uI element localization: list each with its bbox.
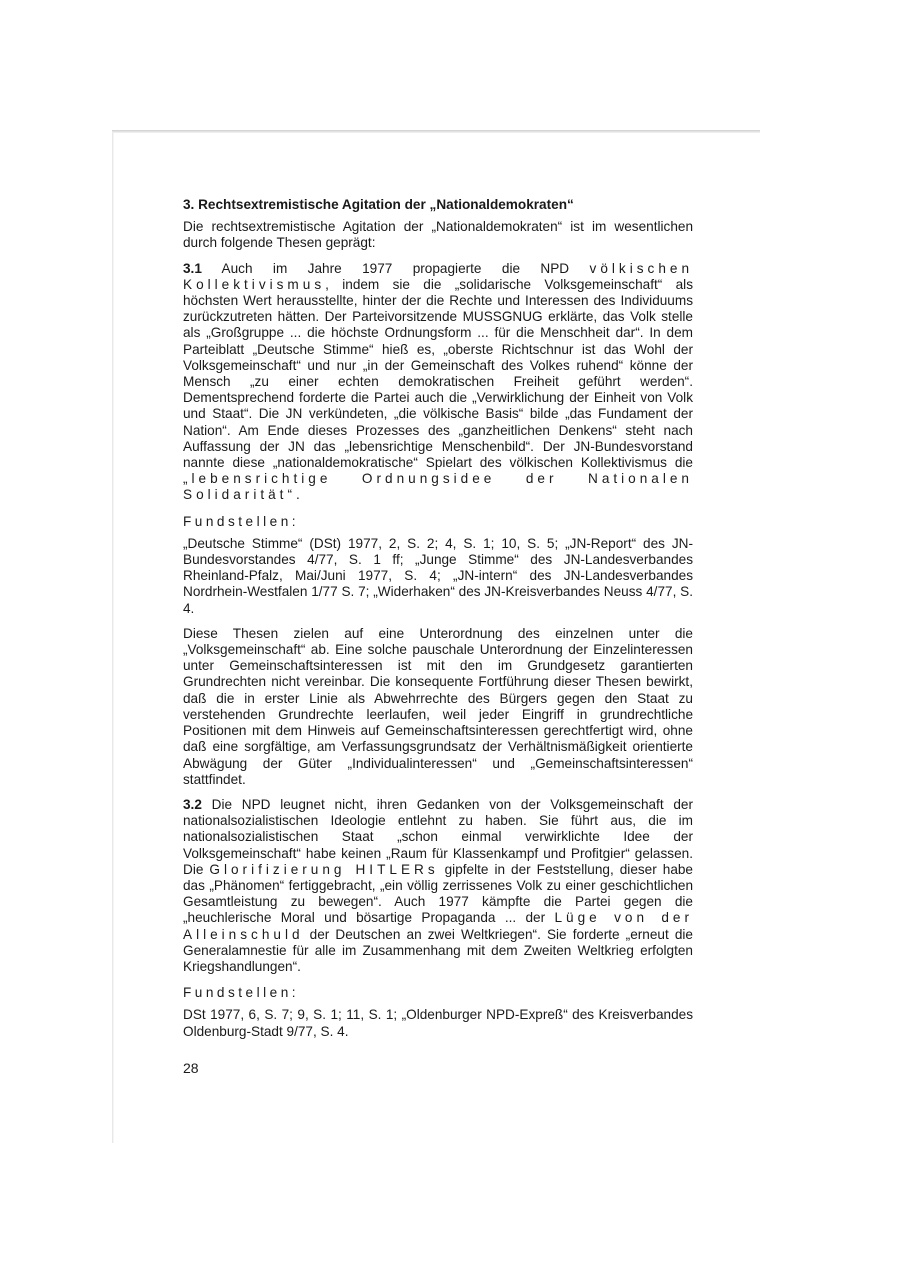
- section-3-1: [183, 261, 693, 504]
- text-run: Auch im Jahre 1977 propagierte die NPD: [201, 260, 590, 276]
- document-page: [183, 197, 693, 1076]
- spaced-emphasis: Lüge von der Alleinschuld: [183, 910, 694, 942]
- section-3-2: [183, 797, 693, 975]
- fundstellen-label: Fundstellen:: [183, 985, 300, 1001]
- page-edge-left: [112, 133, 114, 1143]
- page-edge-top: [112, 130, 760, 133]
- section-number: 3.1: [183, 260, 202, 276]
- spaced-emphasis: völkischen Kollektivismus: [183, 260, 693, 292]
- page-number: 28: [183, 1059, 199, 1076]
- section-number: 3.2: [183, 796, 202, 812]
- analysis-paragraph: Diese Thesen zielen auf eine Unterordnung des einzelnen unter die „Volksgemeinschaft“ ab. Eine solche pauschale Unterordnung der Einzelinteressen unter Gemeinschaftsinteressen ist mit den im Grundgesetz garantierten Grundrechten nicht vereinbar. Die konsequente Fortführung dieser Thesen bewirkt, daß die in erster Linie als Abwehrrechte des Bürgers gegen den Staat zu verstehenden Grundrechte leerlaufen, weil jeder Eingriff in grundrechtliche Positionen mit dem Hinweis auf Gemeinschaftsinteressen gerechtfertigt wird, ohne daß eine sorgfältige, am Verfassungsgrundsatz der Verhältnismäßigkeit orientierte Abwägung der Güter „Individualinteressen“ und „Gemeinschaftsinteressen“ stattfindet.: [183, 625, 693, 787]
- spaced-emphasis: Glorifizierung HITLERs: [209, 861, 439, 877]
- intro-paragraph: Die rechtsextremistische Agitation der „Nationaldemokraten“ ist im wesentlichen durch folgende Thesen geprägt:: [183, 219, 693, 251]
- text-run: , indem sie die „solidarische Volksgemeinschaft“ als höchsten Wert herausstellte, hinter der die Rechte und Interessen des Individuums zurückzutreten hätten. Der Parteivorsitzende MUSSGNUG erklärte, das Volk stelle als „Großgruppe ... die höchste Ordnungsform ... für die Menschheit dar“. In dem Parteiblatt „Deutsche Stimme“ hieß es, „oberste Richtschnur ist das Wohl der Volksgemeinschaft“ und nur „in der Gemeinschaft des Volkes ruhend“ könne der Mensch „zu einer echten demokratischen Freiheit geführt werden“. Dementsprechend forderte die Partei auch die „Verwirklichung der Einheit von Volk und Staat“. Die JN verkündeten, „die völkische Basis“ bilde „das Fundament der Nation“. Am Ende dieses Prozesses des „ganzheitlichen Denkens“ steht nach Auffassung der JN das „lebensrichtige Menschenbild“. Der JN-Bundesvorstand nannte diese „nationaldemokratische“ Spielart des völkischen Kollektivismus die: [183, 276, 693, 471]
- text-run: der Deutschen an zwei Weltkriegen“. Sie forderte „erneut die Generalamnestie für alle im Zusammenhang mit dem Zweiten Weltkrieg erfolgten Kriegshandlungen“.: [183, 926, 693, 974]
- text-run: Die NPD leugnet nicht, ihren Gedanken von der Volksgemeinschaft der nationalsozialistischen Ideologie entlehnt zu haben. Sie führt aus, die im nationalsozialistischen Staat „schon einmal verwirklichte Idee der Volksgemeinschaft“ habe keinen „Raum für Klassenkampf und Profitgier“ gelassen. Die: [183, 796, 693, 877]
- text-run: gipfelte in der Feststellung, dieser habe das „Phänomen“ fertiggebracht, „ein völlig zerrissenes Volk zu einer geschichtlichen Gesamtleistung zu bewegen“. Auch 1977 kämpfte die Partei gegen die „heuchlerische Moral und bösartige Propaganda ... der: [183, 861, 693, 926]
- section-heading: 3. Rechtsextremistische Agitation der „Nationaldemokraten“: [183, 197, 574, 212]
- fundstellen-label: Fundstellen:: [183, 513, 300, 529]
- sources-paragraph: DSt 1977, 6, S. 7; 9, S. 1; 11, S. 1; „Oldenburger NPD-Expreß“ des Kreisverbandes Oldenburg-Stadt 9/77, S. 4.: [183, 1007, 693, 1039]
- spaced-emphasis: „lebensrichtige Ordnungsidee der Nationalen Solidarität“.: [183, 471, 693, 503]
- sources-paragraph: „Deutsche Stimme“ (DSt) 1977, 2, S. 2; 4, S. 1; 10, S. 5; „JN-Report“ des JN-Bundesvorstandes 4/77, S. 1 ff; „Junge Stimme“ des JN-Landesverbandes Rheinland-Pfalz, Mai/Juni 1977, S. 4; „JN-intern“ des JN-Landesverbandes Nordrhein-Westfalen 1/77 S. 7; „Widerhaken“ des JN-Kreisverbandes Neuss 4/77, S. 4.: [183, 535, 693, 616]
